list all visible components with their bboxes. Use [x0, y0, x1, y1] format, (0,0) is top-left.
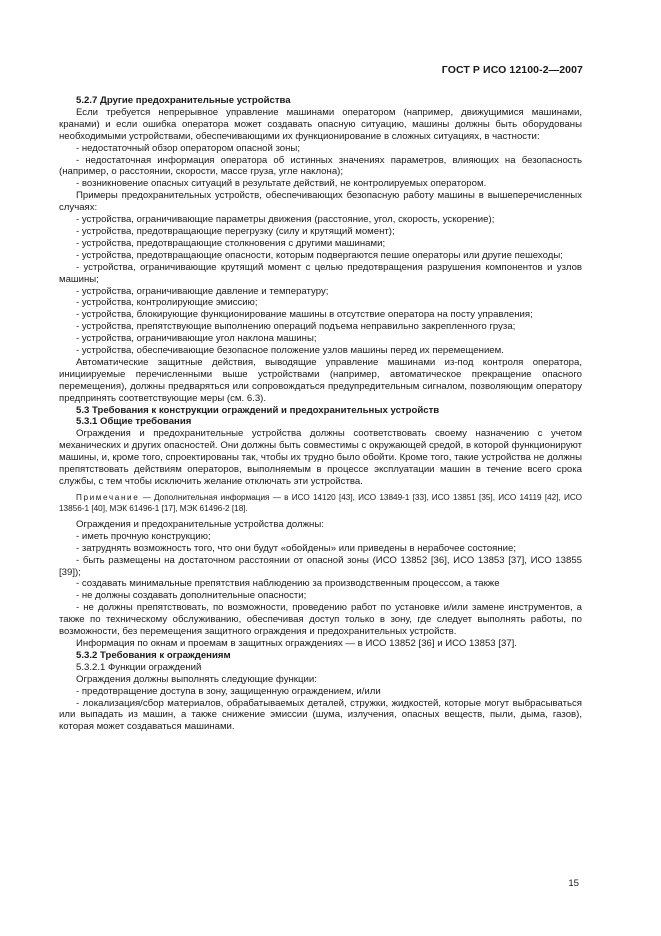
body-paragraph: - предотвращение доступа в зону, защищенную ограждением, и/или [76, 685, 381, 697]
body-paragraph: 5.3.2.1 Функции ограждений [76, 661, 202, 673]
section-heading: 5.3 Требования к конструкции ограждений и предохранительных устройств [76, 404, 440, 416]
body-paragraph: - устройства, ограничивающие параметры движения (расстояние, угол, скорость, ускорение); [76, 214, 495, 226]
body-paragraph: - устройства, ограничивающие крутящий момент с целью предотвращения разрушения компонентов и узлов машины; [59, 261, 582, 285]
section-heading: 5.2.7 Другие предохранительные устройства [76, 95, 291, 106]
body-paragraph: Ограждения должны выполнять следующие функции: [76, 673, 317, 685]
body-paragraph: - устройства, ограничивающие угол наклона машины; [76, 333, 317, 345]
section-heading: 5.3.2 Требования к ограждениям [76, 649, 231, 661]
body-paragraph: Если требуется непрерывное управление машинами оператором (например, движущимися машинами, кранами) и если ошибка оператора может создавать опасную ситуацию, машины должны быть оборудованы необходимыми устройствами, обеспечивающими их функционирование в сложных ситуациях, в частности: [59, 106, 582, 142]
body-paragraph: - иметь прочную конструкцию; [76, 530, 211, 542]
document-body [59, 95, 582, 733]
body-paragraph: - возникновение опасных ситуаций в результате действий, не контролируемых оператором. [76, 178, 487, 190]
body-paragraph: Автоматические защитные действия, выводящие управление машинами из-под контроля оператора, инициируемые перечисленными выше устройствами (например, автоматическое прекращение опасного перемещения), должны предваряться или сопровождаться предупредительным сигналом, позволяющим оператору предпринять соответствующие меры (см. 6.3). [59, 356, 582, 404]
body-paragraph: - устройства, предотвращающие опасности, которым подвергаются пешие операторы или другие пешеходы; [76, 249, 563, 261]
body-paragraph: - устройства, блокирующие функционирование машины в отсутствие оператора на посту управления; [76, 309, 533, 321]
document-header: ГОСТ Р ИСО 12100-2—2007 [441, 64, 583, 76]
body-paragraph: Ограждения и предохранительные устройства должны соответствовать своему назначению с учетом механических и других опасностей. Они должны быть совместимы с окружающей средой, в которой функционируют машины, и, кроме того, спроектированы так, чтобы их трудно было обойти. Кроме того, такие устройства не должны препятствовать действиям операторов, выполняемым в процессе эксплуатации машин в течение всего срока службы, с тем чтобы исключить желание отключать эти устройства. [59, 428, 582, 487]
body-paragraph: - устройства, контролирующие эмиссию; [76, 297, 258, 309]
body-paragraph: Примеры предохранительных устройств, обеспечивающих безопасную работу машины в вышеперечисленных случаях: [59, 190, 582, 214]
body-paragraph: - недостаточный обзор оператором опасной зоны; [76, 142, 300, 154]
note-text: — Дополнительная информация — в ИСО 14120 [43], ИСО 13849-1 [33], ИСО 13851 [35], ИСО 14119 [42], ИСО 13856-1 [40], МЭК 61496-1 [17], МЭК 61496-2 [18]. [59, 492, 582, 514]
body-paragraph: - быть размещены на достаточном расстоянии от опасной зоны (ИСО 13852 [36], ИСО 13853 [37], ИСО 13855 [39]); [59, 554, 582, 578]
body-paragraph: Информация по окнам и проемам в защитных ограждениях — в ИСО 13852 [36] и ИСО 13853 [37]. [76, 637, 517, 649]
body-paragraph: Ограждения и предохранительные устройства должны: [76, 518, 324, 530]
body-paragraph: - затруднять возможность того, что они будут «обойдены» или приведены в нерабочее состояние; [76, 542, 517, 554]
note-paragraph [59, 492, 582, 515]
section-heading: 5.3.1 Общие требования [76, 416, 192, 428]
body-paragraph: - не должны препятствовать, по возможности, проведению работ по установке и/или замене инструментов, а также по техническому обслуживанию, обеспечивая доступ только в зону, где следует выполнять работы, по возможности, без перемещения защитного ограждения и предохранительных устройств. [59, 602, 582, 638]
body-paragraph: - недостаточная информация оператора об истинных значениях параметров, влияющих на безопасность (например, о расстоянии, скорости, массе груза, угле наклона); [59, 154, 582, 178]
body-paragraph: - создавать минимальные препятствия наблюдению за производственным процессом, а также [76, 578, 500, 590]
note-label: Примечание [76, 492, 140, 502]
page-number: 15 [568, 878, 579, 889]
body-paragraph: - устройства, препятствующие выполнению операций подъема неправильно закрепленного груза; [76, 321, 516, 333]
body-paragraph: - устройства, предотвращающие столкновения с другими машинами; [76, 237, 386, 249]
body-paragraph: - устройства, предотвращающие перегрузку (силу и крутящий момент); [76, 225, 395, 237]
body-paragraph: - не должны создавать дополнительные опасности; [76, 590, 307, 602]
body-paragraph: - устройства, обеспечивающие безопасное положение узлов машины перед их перемещением. [76, 345, 504, 357]
body-paragraph: - локализация/сбор материалов, обрабатываемых деталей, стружки, жидкостей, которые могут выбрасываться или выпадать из машин, а также снижение эмиссии (шума, излучения, опасных веществ, пыли, дыма, газов), которая может создаваться машинами. [59, 697, 582, 733]
body-paragraph: - устройства, ограничивающие давление и температуру; [76, 285, 329, 297]
